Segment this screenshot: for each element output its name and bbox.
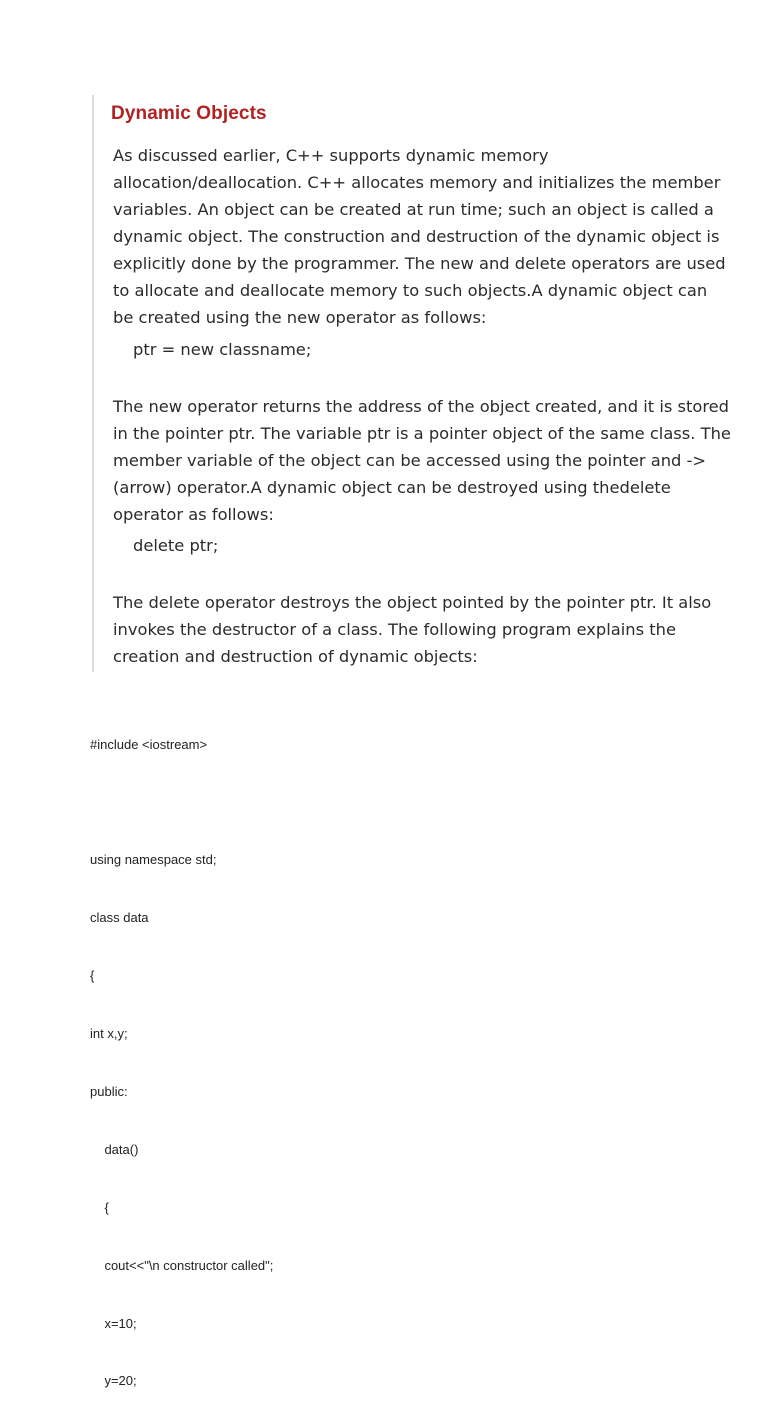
article-heading: Dynamic Objects (111, 103, 267, 124)
code-snippet-delete: delete ptr; (133, 536, 219, 555)
code-line: class data (90, 910, 149, 926)
code-line: { (90, 1199, 109, 1215)
paragraph-intro: As discussed earlier, C++ supports dynamic memory allocation/deallocation. C++ allocates memory and initializes the member variables. An object can be created at run time; such an object is called a dynamic object. The construction and destruction of the dynamic object is explicitly done by the programmer. The new and delete operators are used to allocate and deallocate memory to such objects.A dynamic object can be created using the new operator as follows: (113, 146, 726, 327)
paragraph-delete-operator: The delete operator destroys the object pointed by the pointer ptr. It also invokes the destructor of a class. The following program explains the creation and destruction of dynamic objects: (113, 593, 712, 666)
code-snippet-new: ptr = new classname; (133, 340, 312, 359)
code-listing (90, 696, 273, 1410)
code-line: public: (90, 1083, 128, 1099)
code-line: using namespace std; (90, 852, 217, 868)
code-line (90, 792, 273, 811)
code-line: #include <iostream> (90, 736, 208, 752)
code-line: data() (90, 1141, 139, 1157)
code-line: { (90, 968, 95, 984)
code-line: y=20; (90, 1373, 137, 1389)
paragraph-new-operator: The new operator returns the address of the object created, and it is stored in the pointer ptr. The variable ptr is a pointer object of the same class. The member variable of the object can be accessed using the pointer and -> (arrow) operator.A dynamic object can be destroyed using thedelete operator as follows: (113, 397, 731, 524)
code-line: int x,y; (90, 1026, 128, 1042)
code-line: x=10; (90, 1315, 137, 1331)
code-line: cout<<"\n constructor called"; (90, 1257, 274, 1273)
